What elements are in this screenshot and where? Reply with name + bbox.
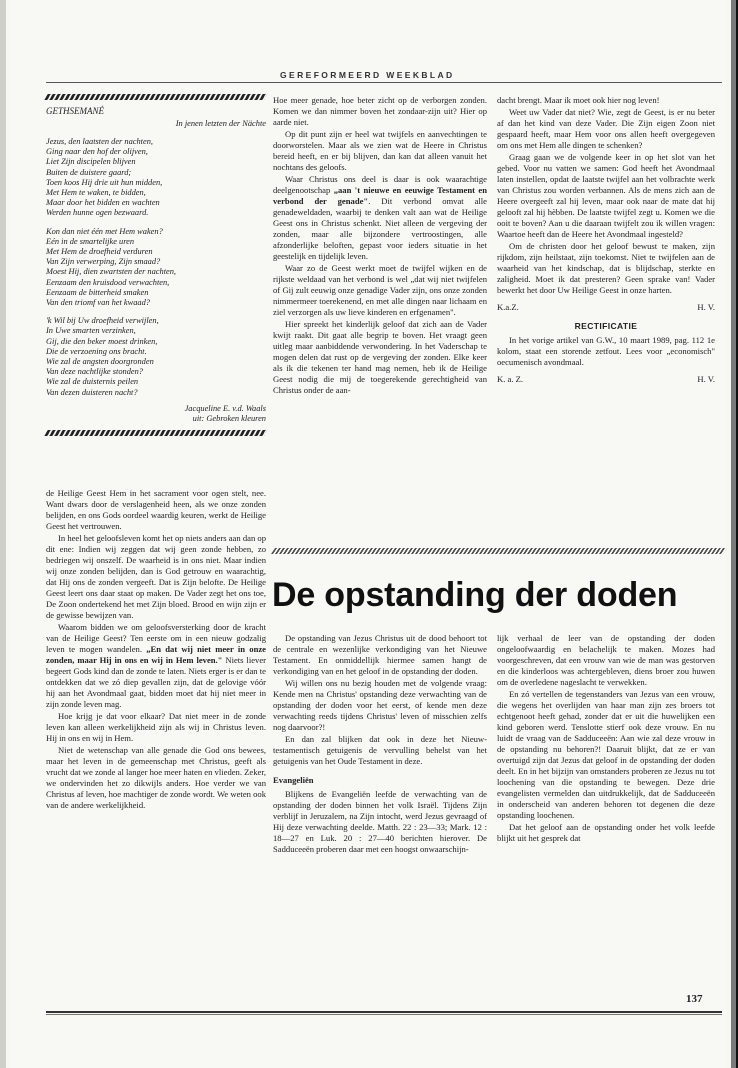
quoted-text-bold: „aan 't nieuwe en eeuwige Testament en verbond der genade" <box>273 185 487 206</box>
poem-line: Van deze nachtlijke stonden? <box>46 367 143 377</box>
magazine-page <box>10 0 726 1068</box>
paragraph: En dan zal blijken dat ook in deze het Nieuw-testamentisch getuigenis de vervulling behelst van het getuigenis van het Oude Testament in deze. <box>273 734 487 766</box>
poem-line: Eenzaam de bitterheid smaken <box>46 287 149 297</box>
running-head: GEREFORMEERD WEEKBLAD <box>280 70 455 80</box>
poem-title: GETHSEMANÉ <box>46 106 104 116</box>
poem-source: uit: Gebroken kleuren <box>192 413 266 423</box>
paragraph: Waar zo de Geest werkt moet de twijfel wijken en de rijkste weldaad van het verbond is wel „dat wij niet twijfelen of Gij zult eeuwig onze genadige Vader zijn, ons onze zonden nimmermeer toerekenend, en met alle dingen naar lichaam en ziel verzorgen als uw lieve kinderen en erfgenamen". <box>273 263 487 317</box>
paragraph: Om de christen door het geloof bewust te maken, zijn rijkdom, zijn heilstaat, zijn toekomst. Niet te twijfelen aan de waarheid van het kindschap, dat is blijdschap, sterkte en zaligheid. Moet ik dat presteren? Geen sprake van! Vader bewerkt het door Uw Heilige Geest in onze harten. <box>497 241 715 295</box>
paragraph: de Heilige Geest Hem in het sacrament voor ogen stelt, nee. Want dwars door de verslagenheid heen, als we onze zonden belijden, en ons Gods oordeel waardig keuren, werkt de Heilige Geest het vertrouwen. <box>46 488 266 531</box>
poem-line: Werden hunne ogen bezwaard. <box>46 208 149 218</box>
poem-credit <box>46 404 266 424</box>
paragraph: Niet de wetenschap van alle genade die God ons bewees, maar het leven in de gemeenschap met Christus, geeft als vrucht dat we zonde al langer hoe meer haten en vlieden. Zeker, we ondervinden het zo dikwijls anders. Hoe verder we van Christus af leven, hoe machtiger de zonde wordt. We weten ook van de andere werkelijkheid. <box>46 745 266 810</box>
poem-line: Wie zal de duisternis peilen <box>46 377 139 387</box>
paragraph: Hier spreekt het kinderlijk geloof dat zich aan de Vader kwijt raakt. Dit gaat alle begrip te boven. Het vraagt geen uitleg maar aanbiddende verwondering. In het Vaderschap te mogen delen dat rust op de vergeving der zonden. Elke keer als ik die tekenen ter hand mag nemen, heb ik de Heilige Geest nodig die mij de toegerekende gerechtigheid van Christus onder de aan- <box>273 319 487 395</box>
signature-line <box>497 374 715 385</box>
signature-initials: K.a.Z. <box>497 302 519 312</box>
poem-line: 'k Wil bij Uw droefheid verwijlen, <box>46 316 159 326</box>
paragraph: Hoe krijg je dat voor elkaar? Dat niet meer in de zonde leven kan alleen werkelijkheid zijn als wij in Christus leven. Hij in ons en wij in Hem. <box>46 711 266 743</box>
poem-line: Eenzaam den kruisdood verwachten, <box>46 277 170 287</box>
poem-stanza-3 <box>46 316 266 398</box>
signature-initials: K. a. Z. <box>497 374 524 384</box>
page-number: 137 <box>686 993 703 1005</box>
poem-line: Toen koos Hij drie uit hun midden, <box>46 177 163 187</box>
paragraph: Op dit punt zijn er heel wat twijfels en aanvechtingen te doorworstelen. Maar als we zien wat de Heere in Christus bereid heeft, en er bij blijven, dan kan dat alleen vanuit het nochtans des geloofs. <box>273 129 487 172</box>
paragraph: Graag gaan we de volgende keer in op het slot van het gebed. Voor nu vatten we samen: God heeft het Avondmaal laten instellen, opdat de laatste twijfel aan het volbrachte werk van Christus zou worden verbannen. Als de mens zich aan de Heere overgeeft zal hij leven, maar ook naar de mate dat hij gelooft zal hij hèbben. De laatste twijfel zegt u. Komen we die ooit te boven? Aan u die daaraan twijfelt zou ik willen vragen: Waartoe heeft dan de Heere het Avondmaal ingesteld? <box>497 152 715 239</box>
poem-line: Jezus, den laatsten der nachten, <box>46 137 153 146</box>
article-column-2 <box>497 633 715 844</box>
poem-line: Met Hem de droefheid verduren <box>46 247 153 257</box>
paragraph: De opstanding van Jezus Christus uit de dood behoort tot de centrale en wezenlijke verkondiging van het Nieuwe Testament. En onmiddellijk hiermee samen hangt de verkondiging van en het geloof in de opstanding der doden. <box>273 633 487 676</box>
poem-line: Van Zijn verwerping, Zijn smaad? <box>46 257 161 267</box>
paragraph-text: Niets liever begeert Gods kind dan de zonde te laten. Niets erger is er dan te ontdekken dat we zó diep gevallen zijn, dat de gelovige vóór hij aan het Avondmaal gaat, bidden moet dat hij niet meer in zijn zonde leven mag. <box>46 655 266 709</box>
paragraph-text: . Dit verbond omvat alle genadeweldaden, waarbij te denken valt aan wat de Heilige Geest ons in Christus schenkt. Niet alleen de vergeving der zonden, maar alle bijzondere vertroostingen, alle afzonderlijke beloften, gepast voor ieders situatie in het geestelijk en tijdelijk leven. <box>273 196 487 261</box>
signature-author: H. V. <box>697 302 715 312</box>
poem-line: Eén in de smartelijke uren <box>46 236 135 246</box>
signature-line <box>497 302 715 313</box>
section-heading: Evangeliën <box>273 775 314 785</box>
poem-line: Moest Hij, dien zwartsten der nachten, <box>46 267 177 277</box>
scan-left-edge <box>0 0 6 1068</box>
article-divider-ornament <box>271 548 727 554</box>
paragraph: Blijkens de Evangeliën leefde de verwachting van de opstanding der doden binnen het volk Israël. Tijdens Zijn verblijf in Jeruzalem, na Zijn intocht, werd Jezus gevraagd of Hij deze verwachting deelde. Matth. 22 : 23—33; Mark. 12 : 18—27 en Luk. 20 : 27—40 berichten hierover. De Sadduceeën proberen daar met een hoogst onwaarschijn- <box>273 789 487 854</box>
poem-line: Gij, die den beker moest drinken, <box>46 336 158 346</box>
poem-bottom-ornament <box>44 430 267 436</box>
paragraph: Hoe meer genade, hoe beter zicht op de verborgen zonden. Komen we dan nimmer boven het zondaar-zijn uit? Hier op aarde niet. <box>273 95 487 127</box>
poem-box <box>46 94 266 436</box>
header-rule <box>46 82 722 83</box>
paragraph-text: Waarom bidden we om geloofsversterking door de kracht van de Heilige Geest? Ten eerste om in een nieuw godzalig leven te mogen wandelen. <box>46 622 266 654</box>
poem-line: Van den triomf van het kwaad? <box>46 298 150 308</box>
poem-line: Liet Zijn discipelen blijven <box>46 157 136 167</box>
column-1-text <box>46 488 266 811</box>
footer-rule-thin <box>46 1014 722 1015</box>
rectification-heading: RECTIFICATIE <box>574 321 638 331</box>
quoted-text-bold: „En dat wij niet meer in onze zonden, maar Hij in ons en wij in Hem leven." <box>46 644 266 665</box>
poem-top-ornament <box>44 94 267 100</box>
poem-line: Van dezen duisteren nacht? <box>46 387 138 397</box>
paragraph: Wij willen ons nu bezig houden met de volgende vraag: Kende men na Christus' opstanding deze verwachting van de opstanding der doden voor het eerst, of kende men deze verwachting reeds tijdens Christus' leven of misschien zelfs nog daarvoor?! <box>273 678 487 732</box>
poem-line: Met Hem te waken, te bidden, <box>46 188 146 198</box>
poem-line: Ging naar den hof der olijven, <box>46 147 148 157</box>
rectification-text: In het vorige artikel van G.W., 10 maart 1989, pag. 112 1e kolom, staat een storende zetfout. Lees voor „economisch" oecumenisch avondmaal. <box>497 335 715 367</box>
article-title: De opstanding der doden <box>272 576 678 614</box>
column-3-text <box>497 95 715 385</box>
poem-line: Buiten de duistere gaard; <box>46 167 132 177</box>
scan-right-edge <box>731 0 738 1068</box>
paragraph: Weet uw Vader dat niet? Wie, zegt de Geest, is er nu beter af dan het kind van deze Vader. Die Zijn eigen Zoon niet gespaard heeft, maar Hem voor ons allen heeft overgegeven om ons met Hem alle dingen te schenken? <box>497 107 715 150</box>
paragraph: En zó vertellen de tegenstanders van Jezus van een vrouw, die wegens het overlijden van haar man zijn zes broers tot echtgenoot heeft gehad, zonder dat er uit die huwelijken een kind geboren werd. Tenslotte stierf ook deze vrouw. En nu luidt de vraag van de Sadduceeën: Aan wie zal deze vrouw in de opstanding nu behoren?! Daaruit blijkt, dat ze er van overtuigd zijn dat Jezus dat geloof in de opstanding der doden deelt. En in het bijzijn van omstanders proberen ze Jezus nu tot loochening van die opstanding te bewegen. Deze drie evangelisten vermelden dan uitdrukkelijk, dat de Sadduceeën in onderscheid van anderen behoren tot degenen die deze opstanding loochenen. <box>497 689 715 820</box>
poem-line: Kon dan niet één met Hem waken? <box>46 226 163 236</box>
poem-line: In Uwe smarten verzinken, <box>46 326 136 336</box>
column-2-text <box>273 95 487 396</box>
poem-stanza-1 <box>46 137 266 219</box>
paragraph <box>273 174 487 262</box>
poem-line: Maar door het bidden en wachten <box>46 198 160 208</box>
poem-line: Wie zal de angsten doorgronden <box>46 357 154 367</box>
poem-author: Jacqueline E. v.d. Waals <box>184 403 266 413</box>
paragraph: In heel het geloofsleven komt het op niets anders aan dan op dit ene: Indien wij zeggen dat wij geen zonde hebben, zo bedriegen wij onszelf. De waarheid is in ons niet. Maar indien wij onze zonden belijden, dan is God getrouw en waarachtig, dat Hij ons de zonden vergeeft. Dat is Zijn belofte. De Heilige Geest leert ons daar staat op maken. De Vader zegt het ons toe, De Zoon ondertekend het met Zijn bloed. Brood en wijn zijn er de gewisse bewijzen van. <box>46 533 266 620</box>
poem-subtitle: In jenen letzten der Nächte <box>175 119 266 128</box>
paragraph: dacht brengt. Maar ik moet ook hier nog leven! <box>497 95 660 105</box>
paragraph-text: Waar Christus ons deel is daar is ook waarachtige deelgenootschap <box>273 174 487 195</box>
paragraph <box>46 622 266 710</box>
paragraph: lijk verhaal de leer van de opstanding der doden ongeloofwaardig en belachelijk te maken. Mozes had voorgeschreven, dat een vrouw van wie de man was gestorven en die kinderloos was achtergebleven, diens broer zou huwen om de overledene nageslacht te verwekken. <box>497 633 715 687</box>
poem-line: Die de verzoening ons bracht. <box>46 346 147 356</box>
poem-stanza-2 <box>46 227 266 309</box>
footer-rule <box>46 1011 722 1013</box>
article-column-1 <box>273 633 487 855</box>
signature-author: H. V. <box>697 374 715 384</box>
paragraph: Dat het geloof aan de opstanding onder het volk leefde blijkt uit het gesprek dat <box>497 822 715 843</box>
